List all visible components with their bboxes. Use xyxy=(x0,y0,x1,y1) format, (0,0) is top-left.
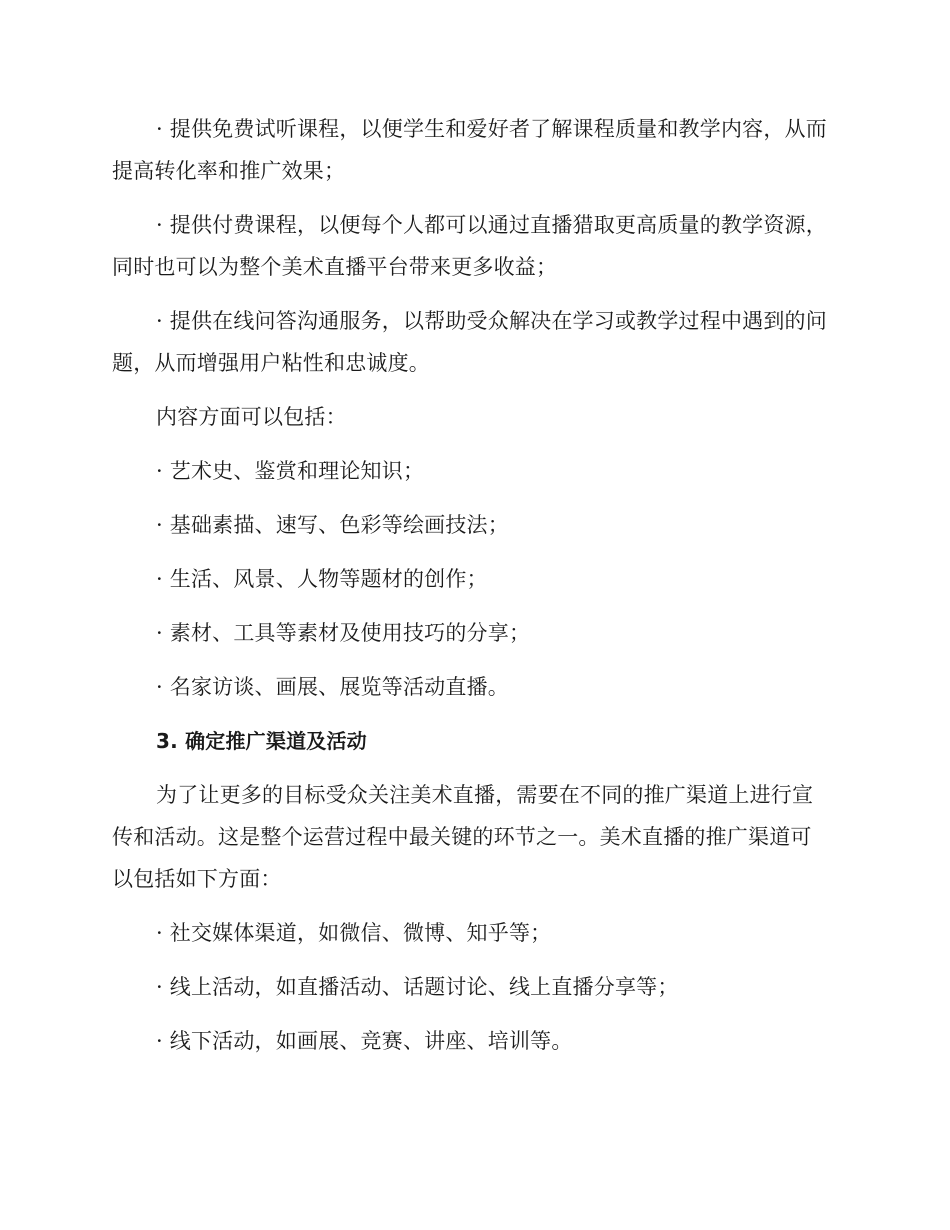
bullet-paid-courses: · 提供付费课程，以便每个人都可以通过直播猎取更高质量的教学资源，同时也可以为整个美术直播平台带来更多收益； xyxy=(112,213,827,279)
bullet-drawing-techniques: · 基础素描、速写、色彩等绘画技法； xyxy=(156,513,509,537)
bullet-art-history: · 艺术史、鉴赏和理论知识； xyxy=(156,459,425,483)
bullet-offline-activities: · 线下活动，如画展、竞赛、讲座、培训等。 xyxy=(156,1029,573,1053)
bullet-materials-tools: · 素材、工具等素材及使用技巧的分享； xyxy=(156,621,531,645)
section-heading: 3. 确定推广渠道及活动 xyxy=(156,729,367,753)
bullet-online-activities: · 线上活动，如直播活动、话题讨论、线上直播分享等； xyxy=(156,975,679,999)
bullet-online-qa-service: · 提供在线问答沟通服务，以帮助受众解决在学习或教学过程中遇到的问题，从而增强用户粘性和忠诚度。 xyxy=(112,309,827,375)
content-intro-text: 内容方面可以包括： xyxy=(156,405,347,429)
bullet-subject-creation: · 生活、风景、人物等题材的创作； xyxy=(156,567,488,591)
bullet-free-trial-courses: · 提供免费试听课程，以便学生和爱好者了解课程质量和教学内容，从而提高转化率和推广效果； xyxy=(112,117,827,183)
bullet-master-interviews: · 名家访谈、画展、展览等活动直播。 xyxy=(156,675,509,699)
promotion-intro-paragraph: 为了让更多的目标受众关注美术直播，需要在不同的推广渠道上进行宣传和活动。这是整个运营过程中最关键的环节之一。美术直播的推广渠道可以包括如下方面： xyxy=(112,783,814,891)
bullet-social-media: · 社交媒体渠道，如微信、微博、知乎等； xyxy=(156,921,552,945)
document-body xyxy=(112,108,830,1062)
